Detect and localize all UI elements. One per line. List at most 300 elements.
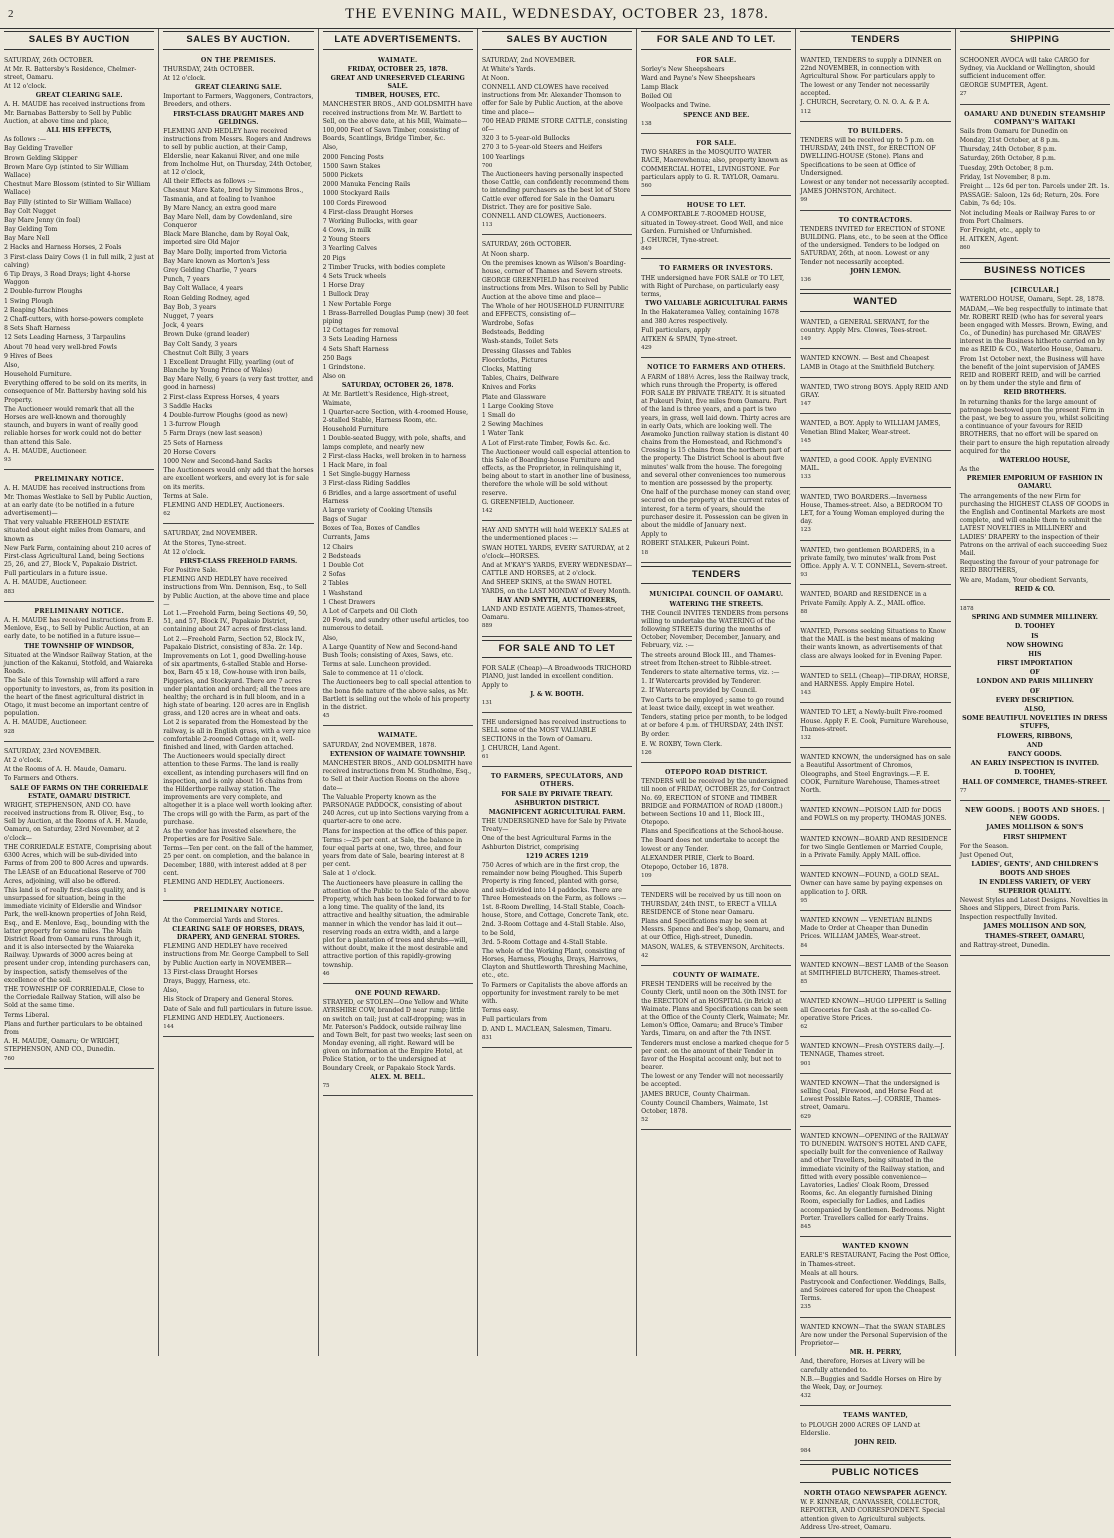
ad-line: 845 (800, 1223, 811, 1230)
advertisement (800, 804, 950, 829)
ad-line: That very valuable FREEHOLD ESTATE situated about eight miles from Oamaru, and known as (4, 519, 146, 543)
ad-line: Knives and Forks (481, 384, 536, 392)
ad-line: 52 (641, 1117, 649, 1124)
ad-line: Lot 2 is separated from the Homestead by the railway, is all in English grass, with a very nice comfortable 2-roomed Cottage on it, well-finished and lined, with Garden attached. (163, 719, 311, 752)
ad-line: ON THE PREMISES. (200, 56, 276, 64)
ad-line: 147 (800, 401, 811, 408)
ad-line: Also on (322, 373, 346, 381)
ad-line: Dressing Glasses and Tables (481, 347, 572, 355)
ad-line: Lowest or any tender not necessarily accepted. (800, 179, 949, 187)
column-header: SALES BY AUCTION (4, 31, 154, 50)
ad-line: FOR SALE (Cheap)—A Broadwoods TRICHORD PIANO, just landed in excellent condition. Apply to (481, 665, 632, 689)
ad-line: SATURDAY, 2nd NOVEMBER. (163, 530, 258, 538)
ad-line: JOHN REID. (854, 1439, 897, 1446)
ad-line: ALEXANDER PIRIE, Clerk to Board. (641, 854, 755, 862)
ad-line: OTEPOPO ROAD DISTRICT. (664, 768, 768, 776)
ad-line: Terms—Ten per cent. on the fall of the hammer, 25 per cent. on completion, and the balance in December, 1880, with interest added at 8 per cent. (163, 845, 314, 877)
ad-line: FIRST SHIPMENT (1003, 833, 1067, 841)
ad-line: TENDERS INVITED for ERECTION of STONE BUILDING. Plans, etc., to be seen at the Office of the undersigned. Tenders to be lodged on SATURDAY, 26th, at noon. Lowest or any Tender not necessarily accepted. (800, 225, 948, 266)
ad-line: HIS (1028, 650, 1042, 658)
advertisement (800, 454, 950, 488)
ad-line: Also, (4, 361, 20, 369)
ad-line: WANTED KNOWN—HUGO LIPPERT is Selling all Groceries for Cash at the so-called Co-operative Store Prices. (800, 998, 947, 1022)
ad-line: 7 Working Bullocks, with gear (322, 217, 418, 225)
advertisement (800, 869, 950, 911)
ad-line: WAIMATE. (377, 732, 418, 740)
ad-line: 12 Sets Leading Harness, 3 Tarpaulins (4, 334, 126, 342)
ad-line: Wash-stands, Toilet Sets (481, 338, 559, 346)
ad-line: AITKEN & SPAIN, Tyne-street. (641, 335, 738, 343)
advertisement (800, 751, 950, 801)
ad-line: 4 Cows, in milk (322, 227, 371, 235)
ad-line: 1 Chest Drawers (322, 598, 376, 606)
ad-line: WANTED KNOWN—POISON LAID for DOGS and FOWLS on my property. THOMAS JONES. (800, 807, 947, 823)
ad-line: 61 (481, 753, 489, 760)
ad-line: 100 Cords Firewood (322, 199, 387, 207)
ad-line: Improvements on Lot 1, good Dwelling-house of six apartments, 6-stalled Stable and Horse-box, Barn 45 x 18, Cow-house with iron bails, Piggeries, and Stockyard. There are 7 acres under plantation and orchard; all the trees are healthy; the orchard is in full bloom, and in a high state of bearing. 120 acres are in English grass, and 120 acres are in wheat and oats. (163, 652, 311, 718)
advertisement (641, 588, 791, 763)
ad-line: Bay Mare Dolly, imported from Victoria (163, 248, 287, 256)
ad-line: 1000 Stockyard Rails (322, 190, 390, 198)
ad-line: FLEMING AND HEDLEY, Auctioneers. (163, 501, 285, 509)
ad-line: Newest Styles and Latest Designs. Novelties in Shoes and Slippers, Direct from Paris. (959, 896, 1108, 912)
ad-line: By Mare Nancy, an extra good mare (163, 204, 277, 212)
ad-line: 12 Chairs (322, 543, 353, 551)
ad-line: 235 (800, 1304, 811, 1311)
column-header: SALES BY AUCTION (482, 31, 632, 50)
advertisement (800, 381, 950, 415)
ad-line: A. H. MAUDE, Auctioneer. (4, 719, 87, 727)
ad-line: A COMFORTABLE 7-ROOMED HOUSE, situated in Towey-street. Good Well, and nice Garden. Furnished or Unfurnished. (641, 211, 784, 235)
ad-line: 883 (4, 588, 15, 595)
ad-line: MAGNIFICENT AGRICULTURAL FARM. (488, 808, 626, 816)
ad-line: HAY AND SMYTH will hold WEEKLY SALES at the undermentioned places :— (481, 527, 629, 543)
ad-line: A. H. MAUDE has received instructions from Mr. Thomas Westlake to Sell by Public Auction, at an early date (to be notified in a future advertisement)— (4, 485, 153, 517)
ad-line: Tenderers must enclose a marked cheque for 5 per cent. on the amount of their Tender in favor of the Hospital account only, but not to bearer. (641, 1039, 789, 1072)
advertisement (323, 729, 473, 984)
ad-line: Household Furniture (322, 426, 389, 434)
ad-line: PREMIER EMPORIUM OF FASHION IN OAMARU. (966, 475, 1103, 491)
ad-line: At Mr. Bartlett's Residence, High-street, Waimate, (322, 391, 450, 407)
advertisement (482, 524, 632, 636)
ad-line: FRIDAY, OCTOBER 25, 1878. (347, 65, 448, 73)
ad-line: HOUSE TO LET. (686, 202, 746, 210)
ad-line: Freight ... 12s 6d per ton. Parcels under 2ft. 1s. (959, 183, 1110, 191)
ad-line: A large variety of Cooking Utensils (322, 506, 433, 514)
ad-line: FLOWERS, RIBBONS, (997, 732, 1073, 740)
ad-line: Bay Mare Nell, dam by Cowdenland, sire Conqueror (163, 213, 293, 230)
ad-line: 3 Yearling Calves (322, 245, 377, 253)
ad-line: JAMES BRUCE, County Chairman. (641, 1090, 750, 1098)
ad-line: 2 Hacks and Harness Horses, 2 Foals (4, 244, 122, 252)
ad-line: 3 Saddle Hacks (163, 402, 213, 410)
ad-line: A. H. MAUDE, Auctioneer. (4, 447, 87, 455)
column-2 (159, 29, 318, 1356)
ad-line: 12 Cottages for removal (322, 327, 399, 335)
ad-line: GREAT CLEARING SALE. (35, 92, 123, 100)
advertisement (641, 361, 791, 562)
ad-line: Plans and Specifications at the School-house. (641, 828, 784, 836)
column-5 (637, 29, 796, 1356)
ad-line: REID BROTHERS. (1003, 389, 1067, 397)
ad-line: And SHEEP SKINS, at the SWAN HOTEL YARDS, on the LAST MONDAY of Every Month. (481, 579, 631, 595)
advertisement (641, 969, 791, 1130)
advertisement (800, 417, 950, 451)
ad-line: 88 (800, 608, 808, 615)
ad-line: 1500 Sawn Stakes (322, 162, 381, 170)
ad-line: Apply to (641, 531, 668, 539)
ad-line: Bay Mare Jenny (in foal) (4, 216, 81, 224)
ad-line: G. GREENFIELD, Auctioneer. (481, 498, 575, 506)
ad-line: JAMES MOLLISON AND SON, (983, 923, 1087, 931)
ad-line: CONNELL AND CLOWES, Auctioneers. (481, 212, 607, 220)
ad-line: 6 Tip Drays, 3 Road Drays; light 4-horse Waggon (4, 271, 131, 287)
ad-line: 1 Large Cooking Stove (481, 402, 554, 410)
ad-line: To Farmers or Capitalists the above affords an opportunity for investment rarely to be met with. (481, 981, 628, 1005)
ad-line: to PLOUGH 2000 ACRES OF LAND at Elderslie. (800, 1421, 921, 1437)
ad-line: Bay Mare known as Morton's Jess (163, 257, 270, 265)
ad-line: Lot 1.—Freehold Farm, being Sections 49, 50, 51, and 57, Block IV., Papakaio District, containing about 247 acres of first-class land. (163, 610, 309, 634)
ad-line: TEAMS WANTED, (842, 1412, 909, 1420)
ad-line: J. CHURCH, Tyne-street. (641, 237, 719, 245)
ad-line: GREAT AND UNRESERVED CLEARING SALE. (330, 74, 465, 91)
ad-line: At the Rooms of A. H. Maude, Oamaru. (4, 766, 127, 774)
ad-line: The Auctioneers would specially direct attention to these Farms. The land is really excellent, as intending purchasers will find on inspection, and is only about 16 chains from the Hilderthorpe railway station. The improvements are very complete, and altogether it is a place well worth looking after. The crops will go with the Farm, as part of the purchase. (163, 753, 313, 826)
ad-line: 700 HEAD PRIME STORE CATTLE, consisting of— (481, 117, 628, 134)
ad-line: The whole of the Working Plant, consisting of Horses, Harness, Ploughs, Drays, Harrows, Clayton and Shuttleworth Threshing Machine, etc., etc. (481, 947, 628, 980)
ad-line: Bay Filly (stinted to Sir William Wallace) (4, 198, 132, 206)
ad-line: HALL OF COMMERCE, THAMES-STREET. (962, 778, 1108, 786)
advertisement (800, 1040, 950, 1074)
advertisement (800, 491, 950, 541)
ad-line: THE CORRIEDALE ESTATE, Comprising about 6300 Acres, which will be sub-divided into Farms of from 200 to 800 Acres and upwards. (4, 843, 152, 868)
advertisement (800, 959, 950, 993)
ad-line: Terms Liberal. (4, 1011, 50, 1019)
ad-line: 93 (800, 572, 808, 579)
ad-line: At 2 o'clock. (4, 756, 43, 764)
ad-line: 4 Sets Truck wheels (322, 273, 387, 281)
ad-line: WANTED KNOWN, the undersigned has on sale a Beautiful Assortment of Chromos, Oleographs, and Steel Engravings.—F. E. COOK, Furniture Warehouse, Thames-street North. (800, 754, 951, 794)
advertisement (163, 54, 313, 525)
ad-line: The Whole of her HOUSEHOLD FURNITURE and EFFECTS, consisting of— (481, 302, 625, 318)
ad-line: Inspection respectfully Invited. (959, 914, 1058, 922)
ad-line: THE undersigned has received instructions to SELL some of the MOST VALUABLE SECTIONS in the Town of Oamaru. (481, 719, 627, 743)
ad-line: WATERING THE STREETS. (669, 600, 763, 608)
ad-line: The Auctioneers having personally inspected those Cattle, can confidently recommend them to intending purchasers as the best lot of Store Cattle ever offered for Sale in the Oamaru District. They are for positive Sale. (481, 171, 631, 211)
ad-line: THE undersigned have FOR SALE or TO LET, with Right of Purchase, on particularly easy terms, (641, 274, 785, 299)
ad-line: One of the best Agricultural Farms in the Ashburton District, comprising (481, 835, 612, 851)
advertisement (800, 352, 950, 377)
ad-line: Friday, 1st November, 8 p.m. (959, 173, 1051, 181)
ad-line: 46 (322, 970, 330, 977)
ad-line: THE Council INVITES TENDERS from persons willing to undertake the WATERING of the following STREETS during the months of October, November, December, January, and February, viz. :— (641, 609, 789, 650)
ad-line: Bay Colt Nugget (4, 207, 57, 215)
ad-line: SATURDAY, 2nd NOVEMBER. (481, 56, 576, 64)
ad-line: WANTED, two gentlemen BOARDERS, in a private family, two minutes' walk from Post Office. Apply A. V. T. CONNELL, Severn-street. (800, 546, 948, 570)
advertisement (4, 473, 154, 602)
ad-line: 93 (4, 456, 11, 463)
ad-line: WANTED KNOWN. — Best and Cheapest LAMB in Otago at the Smithfield Butchery. (800, 355, 935, 371)
ad-line: 1st. 8-Room Dwelling, 14-Stall Stable, Coach-house, Store, and Cottage, Concrete Tank, etc. (481, 903, 629, 920)
ad-line: EARLE'S RESTAURANT, Facing the Post Office, in Thames-street. (800, 1252, 950, 1268)
ad-line: 112 (800, 108, 811, 115)
ad-line: WATERLOO HOUSE, Oamaru, Sept. 28, 1878. (959, 296, 1105, 304)
ad-line: WANTED KNOWN—FOUND, a GOLD SEAL. Owner can have same by paying expenses on application to J. ORR. (800, 872, 943, 896)
ad-line: The streets around Block III., and Thames-street from Itchen-street to Ribble-street. (641, 651, 776, 667)
advertisement (800, 214, 950, 291)
ad-line: As follows :— (4, 136, 47, 144)
advertisement (800, 1130, 950, 1237)
ad-line: 1 3-furrow Plough (163, 421, 221, 429)
advertisement (163, 527, 313, 901)
ad-line: 133 (800, 474, 811, 481)
ad-line: At the Commercial Yards and Stores. (163, 916, 280, 924)
ad-line: WANTED to SELL (Cheap)—TIP-DRAY, HORSE, and HARNESS. Apply Empire Hotel. (800, 672, 950, 688)
ad-line: SATURDAY, 2nd NOVEMBER, 1878. (322, 741, 437, 749)
ad-line: 3rd. 5-Room Cottage and 4-Stall Stable. (481, 938, 608, 946)
ad-line: Plate and Glassware (481, 393, 546, 401)
ad-line: Lot 2.—Freehold Farm, Section 52, Block IV., Papakaio District, consisting of 83a. 2r. 14p. (163, 635, 305, 651)
ad-line: SPRING AND SUMMER MILLINERY. (971, 614, 1098, 622)
ad-line: County Council Chambers, Waimate, 1st October, 1878. (641, 1099, 769, 1115)
ad-line: Plans for inspection at the office of this paper. (322, 827, 468, 835)
ad-line: TWO VALUABLE AGRICULTURAL FARMS (644, 300, 788, 308)
ad-line: SATURDAY, 26th OCTOBER. (481, 241, 572, 249)
advertisement (800, 54, 950, 122)
ad-line: Tenders, stating price per month, to be lodged at or before 4 p.m. of THURSDAY, 24th INST. (641, 713, 788, 730)
advertisement (641, 199, 791, 259)
ad-line: J. CHURCH, Land Agent. (481, 744, 561, 752)
ad-line: EVERY DESCRIPTION. (995, 696, 1074, 704)
ad-line: About 70 head very well-bred Fowls (4, 343, 117, 351)
ad-line: 2nd. 3-Room Cottage and 4-Stall Stable. Also, to be Sold, (481, 921, 626, 937)
ad-line: 849 (641, 246, 652, 253)
ad-line: WANTED, a BOY. Apply to WILLIAM JAMES, Venetian Blind Maker, Wear-street. (800, 420, 941, 436)
ad-line: SALE OF FARMS ON THE CORRIEDALE ESTATE, OAMARU DISTRICT. (10, 784, 149, 800)
ad-line: Saturday, 26th October, 8 p.m. (959, 155, 1056, 163)
ad-line: WANTED TO LET, a Newly-built Five-roomed House. Apply F. E. Cook, Furniture Warehouse, Thames-street. (800, 709, 949, 733)
ad-line: 62 (800, 1023, 808, 1030)
ad-line: TO BUILDERS. (847, 127, 904, 135)
advertisement (4, 54, 154, 471)
ad-line: Brown Mare Gyp (stinted to Sir William Wallace) (4, 163, 129, 179)
ad-line: 760 (4, 1055, 15, 1062)
ad-line: Terms at sale. Luncheon provided. (322, 661, 431, 669)
ad-line: 9 Hives of Bees (4, 352, 53, 360)
advertisement (800, 1077, 950, 1127)
ad-line: H. AITKEN, Agent. (959, 236, 1019, 244)
ad-line: Sale to commence at 11 o'clock. (322, 670, 424, 678)
ad-line: At 12 o'clock. (4, 83, 47, 91)
ad-line: At Mr. R. Battersby's Residence, Chelmer-street, Oamaru. (4, 65, 137, 81)
ad-line: 901 (800, 1060, 811, 1067)
ad-line: Wardrobe, Sofas (481, 320, 534, 328)
ad-line: N.B.—Buggies and Saddle Horses on Hire by the Week, Day, or Journey. (800, 1375, 942, 1391)
ad-line: MUNICIPAL COUNCIL OF OAMARU. (649, 591, 784, 599)
advertisement (800, 1487, 950, 1538)
ad-line: and Rattray-street, Dunedin. (959, 941, 1050, 949)
ad-line: To Farmers and Others. (4, 775, 79, 783)
ad-line: D. TOOHEY, (1014, 769, 1056, 777)
advertisement (482, 54, 632, 236)
advertisement (641, 54, 791, 135)
section-header: PUBLIC NOTICES (800, 1464, 950, 1483)
ad-line: A. H. MAUDE has received instructions from Mr. Barnabas Battersby to Sell by Public Auction, at above time and place, (4, 101, 146, 125)
advertisement (4, 605, 154, 742)
ad-line: Household Furniture. (4, 371, 72, 379)
ad-line: 928 (4, 728, 15, 735)
ad-line: TENDERS will be received by us till noon on THURSDAY, 24th INST., to ERECT a VILLA RESIDENCE of Stone near Oamaru. (641, 892, 782, 916)
ad-line: 2 First-class Express Horses, 4 years (163, 393, 280, 401)
ad-line: At 12 o'clock. (163, 548, 206, 556)
ad-line: At Noon. (481, 74, 510, 82)
advertisement (482, 716, 632, 767)
ad-line: Nugget, 7 years (163, 312, 214, 320)
ad-line: Jock, 4 years (163, 322, 204, 330)
ad-line: 100,000 Feet of Sawn Timber, consisting of Boards, Scantlings, Bridge Timber, &c. (322, 127, 459, 143)
ad-line: For Freight, etc., apply to (959, 226, 1041, 234)
advertisement (960, 804, 1110, 956)
ad-line: 2000 Manuka Fencing Rails (322, 181, 411, 189)
ad-line: Tenderers to state alternative terms, viz. :— (641, 669, 780, 676)
column-4 (478, 29, 637, 1356)
ad-line: 2 Sofas (322, 571, 346, 579)
ad-line: NOTICE TO FARMERS AND OTHERS. (646, 364, 786, 372)
ad-line: MADAM,—We beg respectfully to intimate that Mr. ROBERT REID (who has for several years been engaged with Messrs. Brown, Ewing, and Co., of Dunedin) has purchased Mr. GRAVES' interest in the Business hitherto carried on by me as REID & CO., Waterloo House, Oamaru. (959, 305, 1108, 354)
ad-line: Tuesday, 29th October, 8 p.m. (959, 164, 1054, 172)
ad-line: Also, (322, 144, 338, 152)
ad-line: BOOTS AND SHOES (999, 870, 1070, 878)
ad-line: 432 (800, 1393, 811, 1400)
ad-line: ALL HIS EFFECTS, (46, 127, 112, 135)
ad-line: New Park Farm, containing about 210 acres of First-class Agricultural Land, being Sections 25, 26, and 27, Block V., Papakaio District. (4, 544, 151, 569)
ad-line: 42 (641, 952, 649, 959)
ad-line: 889 (481, 623, 493, 630)
ad-line: For the Season. (959, 842, 1009, 850)
ad-line: The arrangements of the new Firm for purchasing the HIGHEST CLASS OF GOODS in the English and Continental Markets are most complete, and will enable them to submit the LATEST NOVELTIES in MILLINERY and LADIES' DRAPERY to the inspection of their Patrons on the arrival of each succeeding Suez Mail. (959, 492, 1110, 557)
ad-line: SATURDAY, OCTOBER 26, 1878. (341, 382, 454, 390)
ad-line: MASON, WALES, & STEVENSON, Architects. (641, 943, 785, 951)
column-header: FOR SALE AND TO LET. (641, 31, 791, 50)
ad-line: On the premises known as Wilson's Boarding-house, corner of Thames and Severn streets. (481, 259, 626, 275)
ad-line: COUNTY OF WAIMATE. (672, 972, 760, 979)
ad-line: The Board does not undertake to accept the lowest or any Tender. (641, 837, 780, 853)
advertisement (323, 987, 473, 1096)
ad-line: Brown Gelding Skipper (4, 154, 78, 162)
ad-line: TO CONTRACTORS. (838, 216, 913, 224)
ad-line: WATERLOO HOUSE, (999, 456, 1071, 464)
ad-line: By order. (641, 731, 670, 739)
ad-line: TENDERS will be received up to 5 p.m. on THURSDAY, 24th INST., for ERECTION OF DWELLING-HOUSE (Stone). Plans and Specifications to be seen at Office of Undersigned. (800, 137, 936, 177)
advertisement (641, 889, 791, 966)
ad-line: WRIGHT, STEPHENSON, AND CO. have received instructions from R. Oliver, Esq., to Sell by Auction, at the Rooms of A. H. Maude, Oamaru, on Saturday, 23rd November, at 2 o'clock— (4, 801, 148, 842)
ad-line: Bay Colt Wallace, 4 years (163, 285, 243, 293)
advertisement (641, 137, 791, 196)
ad-line: FIRST-CLASS DRAUGHT MARES AND GELDINGS. (173, 110, 304, 126)
ad-line: The lowest or any Tender will not necessarily be accepted. (641, 1073, 784, 1089)
ad-line: 2 Chaff-cutters, with horse-powers complete (4, 315, 144, 323)
ad-line: 25 Sets of Harness (163, 439, 223, 447)
ad-line: Boxes of Tea, Boxes of Candles (322, 525, 420, 533)
ad-line: Terms at Sale. (163, 492, 209, 500)
ad-line: One half of the purchase money can stand over, secured on the property at the current rates of interest, for a term of years, should the purchaser desire it. Possession can be given in about the middle of January next. (641, 489, 791, 529)
ad-line: 4 Double-furrow Ploughs (good as new) (163, 412, 288, 420)
ad-line: His Stock of Drapery and General Stores. (163, 996, 294, 1004)
ad-line: 45 (322, 713, 330, 720)
ad-line: LONDON AND PARIS MILLINERY (976, 678, 1094, 686)
ad-line: FANCY GOODS. (1007, 750, 1062, 758)
advertisement (800, 588, 950, 622)
ad-line: 84 (800, 942, 808, 949)
ad-line: 113 (481, 222, 493, 229)
ad-line: 3 First-class Riding Saddles (322, 480, 411, 488)
ad-line: 560 (641, 183, 652, 190)
ad-line: JAMES JOHNSTON, Architect. (800, 188, 897, 196)
ad-line: Thursday, 24th October, 8 p.m. (959, 146, 1057, 154)
ad-line: WANTED, Persons seeking Situations to Know that the MAIL is the best means of making their wants known, as advertisements of that class are always looked for in Evening Paper. (800, 628, 946, 660)
ad-line: TWO SHARES in the MOSQUITO WATER RACE, Maerewhenua; also, property known as COMMERCIAL HOTEL, LIVINGSTONE. For particulars apply to G. R. TAYLOR, Oamaru. (641, 149, 788, 181)
ad-line: Date of Sale and full particulars in future issue. (163, 1005, 313, 1013)
ad-line: WANTED, a good COOK. Apply EVENING MAIL. (800, 457, 932, 473)
ad-line: Clocks, Matting (481, 366, 532, 374)
ad-line: 13 First-class Draught Horses (163, 968, 258, 976)
ad-line: WANTED, TWO strong BOYS. Apply REID AND GRAY. (800, 383, 949, 399)
ad-line: WANTED KNOWN—BOARD AND RESIDENCE for two Single Gentlemen or Married Couple, in a Private Family. Apply MAIL office. (800, 835, 948, 859)
ad-line: 1 Excellent Draught Filly, yearling (out of Blanche by Young Prince of Wales) (163, 358, 294, 375)
ad-line: Pastrycook and Confectioner. Weddings, Balls, and Soirees catered for upon the Cheapest Terms. (800, 1278, 947, 1303)
ad-line: Drays, Buggy, Harness, etc. (163, 977, 251, 985)
column-header: TENDERS (800, 31, 950, 50)
ad-line: Plans and further particulars to be obtained from (4, 1020, 143, 1036)
ad-line: As the vendor has invested elsewhere, the Properties are for Positive Sale. (163, 827, 297, 844)
advertisement (960, 54, 1110, 105)
ad-line: TIMBER, HOUSES, ETC. (355, 92, 440, 100)
ad-line: WANTED KNOWN—That the SWAN STABLES Are now under the Personal Supervision of the Proprietor— (800, 1323, 948, 1348)
ad-line: 250 Bags (322, 354, 352, 362)
ad-line: Sale at 1 o'clock. (322, 870, 376, 878)
ad-line: Black Mare Blanche, dam by Royal Oak, imported sire Old Major (163, 231, 290, 247)
ad-line: As the (959, 466, 980, 474)
advertisement (800, 706, 950, 748)
advertisement (800, 670, 950, 704)
ad-line: IS (1031, 632, 1039, 640)
ad-line: A. H. MAUDE, Oamaru; Or WRIGHT, STEPHENSON, AND CO., Dunedin. (4, 1038, 120, 1054)
ad-line: SPENCE AND BEE. (683, 111, 750, 119)
advertisement (800, 1409, 950, 1461)
ad-line: Tables, Chairs, Delfware (481, 375, 559, 383)
ad-line: 1 Double-seated Buggy, with pole, shafts, and lamps complete, and nearly new (322, 435, 466, 451)
ad-line: 1 Water Tank (481, 430, 524, 438)
ad-line: MANCHESTER BROS., AND GOLDSMITH have received instructions from Mr. W. Bartlett to Sell, on the above date, at his Mill, Waimate— (322, 101, 473, 125)
ad-line: FLEMING AND HEDLEY, Auctioneers. (163, 1014, 285, 1022)
advertisement (800, 1240, 950, 1318)
ad-line: 4 First-class Draught Horses (322, 208, 413, 216)
ad-line: Full particulars, apply (641, 326, 711, 334)
ad-line: In the Hakateramea Valley, containing 1678 and 380 Acres respectively. (641, 309, 779, 325)
ad-line: 62 (163, 511, 171, 518)
ad-line: Bay Gelding Tom (4, 226, 58, 234)
section-header: FOR SALE AND TO LET (482, 640, 632, 659)
advertisement (960, 108, 1110, 259)
ad-line: THAMES-STREET, OAMARU, (984, 932, 1085, 940)
ad-line: WANTED KNOWN (842, 1243, 909, 1251)
ad-line: The Auctioneer would call especial attention to this Sale of Boarding-house Furniture and effects, as the Proprietor, in relinquishing it, being about to start in another line of business, therefore the whole will be sold without reserve. (481, 448, 632, 497)
ad-line: Meals at all hours. (800, 1269, 859, 1277)
ad-line: Terms :—25 per cent. at Sale, the balance in four equal parts at one, two, three, and four years from date of Sale, bearing interest at 8 per cent. (322, 836, 465, 869)
advertisement (482, 770, 632, 1048)
ad-line: Brown Duke (grand leader) (163, 331, 250, 339)
ad-line: 1 Washstand (322, 589, 363, 597)
